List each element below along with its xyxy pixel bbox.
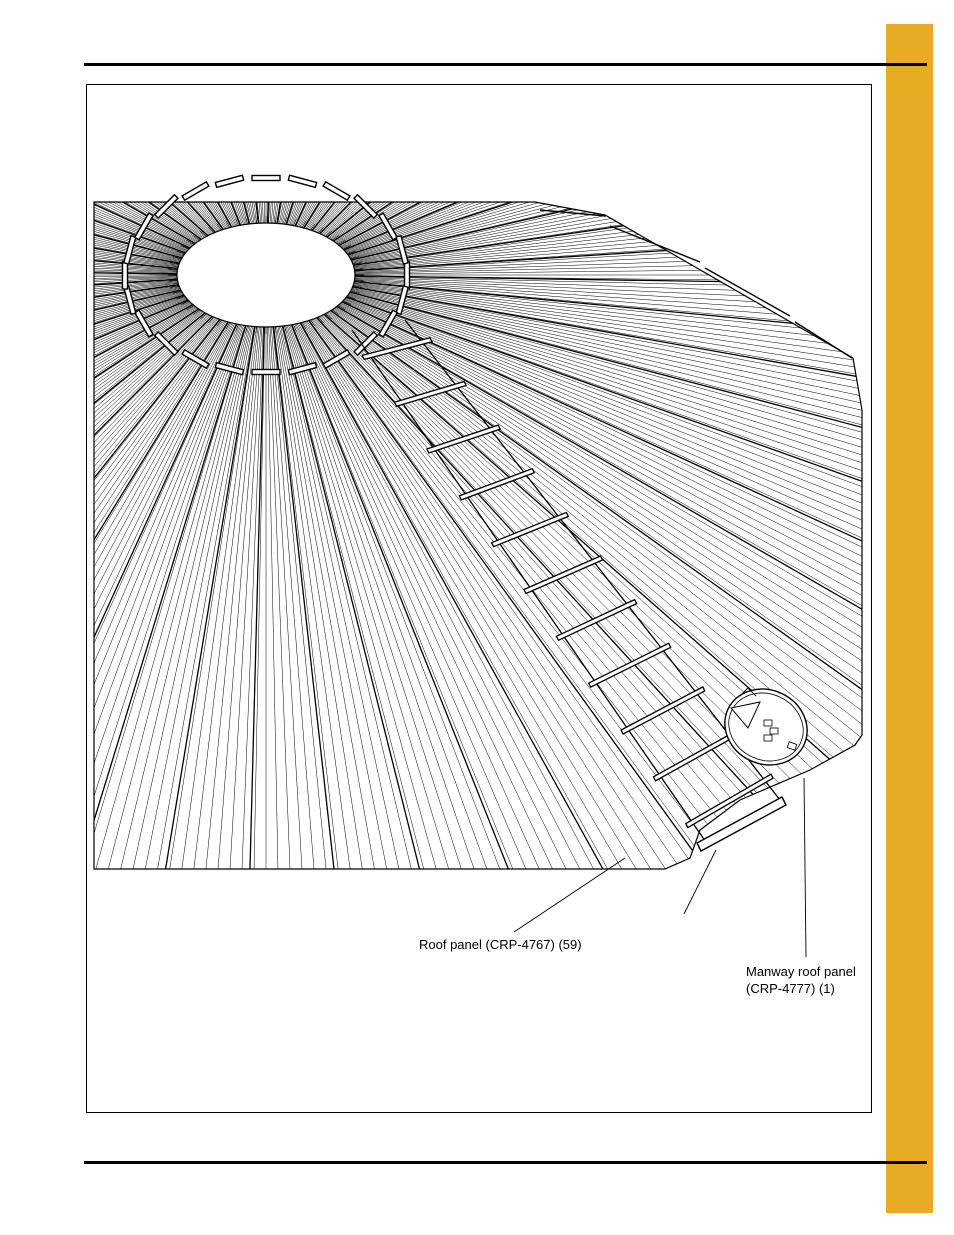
manway-callout-line1: Manway roof panel: [746, 964, 856, 979]
manway-roof-panel-callout: [746, 963, 856, 997]
manway-callout-line2: (CRP-4777) (1): [746, 981, 835, 996]
center-opening: [177, 223, 355, 327]
roof-panel-callout: Roof panel (CRP-4767) (59): [419, 937, 582, 952]
